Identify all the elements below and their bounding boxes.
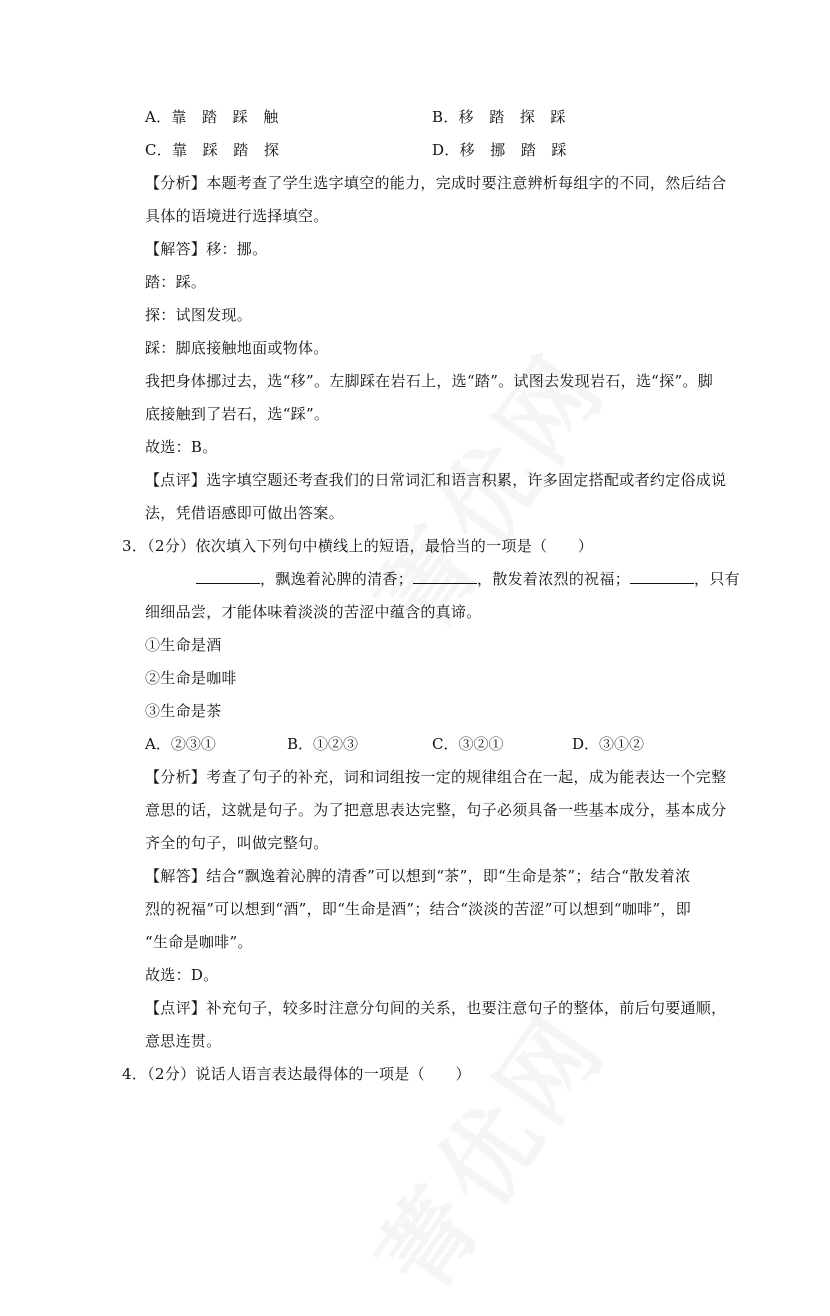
q3-option-b: B．①②③ [287, 735, 359, 753]
q2-option-b: B．移 踏 探 踩 [432, 108, 566, 126]
q2-option-c: C．靠 踩 踏 探 [145, 141, 280, 159]
q2-comment-cont: 法，凭借语感即可做出答案。 [145, 504, 344, 522]
q4-stem-text: （2分）说话人语言表达最得体的一项是（ ） [147, 1065, 471, 1083]
q3-stem [122, 536, 593, 556]
blank-line [196, 569, 260, 584]
q3-sentence [196, 569, 740, 589]
q2-choice: 故选：B。 [145, 438, 218, 456]
watermark [340, 981, 631, 1315]
q2-comment: 【点评】选字填空题还考查我们的日常词汇和语言积累，许多固定搭配或者约定俗成说 [145, 471, 727, 489]
q3-analysis: 【分析】考查了句子的补充，词和词组按一定的规律组合在一起，成为能表达一个完整 [145, 768, 727, 786]
q3-comment: 【点评】补充句子，较多时注意分句间的关系，也要注意句子的整体，前后句要通顺， [145, 999, 727, 1017]
q3-sentence-cont: 细细品尝，才能体味着淡淡的苦涩中蕴含的真谛。 [145, 603, 482, 621]
blank-line [630, 569, 694, 584]
q3-answer-cont: “生命是咖啡”。 [145, 933, 253, 951]
q2-answer-line: 探：试图发现。 [145, 306, 253, 324]
q2-option-a: A．靠 踏 踩 触 [145, 108, 279, 126]
q3-sentence-part: ，飘逸着沁脾的清香； [260, 570, 414, 588]
q2-answer-line: 我把身体挪过去，选“移”。左脚踩在岩石上，选“踏”。试图去发现岩石，选“探”。脚 [145, 372, 714, 390]
q2-answer: 【解答】移：挪。 [145, 240, 268, 258]
q3-stem-text: （2分）依次填入下列句中横线上的短语，最恰当的一项是（ ） [147, 537, 594, 555]
q2-analysis-cont: 具体的语境进行选择填空。 [145, 207, 329, 225]
q3-item-1: ①生命是酒 [145, 636, 222, 654]
q3-option-c: C．③②① [432, 735, 504, 753]
q3-sentence-part: ，只有 [694, 570, 740, 588]
q3-analysis-cont: 齐全的句子，叫做完整句。 [145, 834, 329, 852]
q3-analysis-cont: 意思的话，这就是句子。为了把意思表达完整，句子必须具备一些基本成分，基本成分 [145, 801, 727, 819]
q3-number: 3． [122, 537, 148, 555]
q3-comment-cont: 意思连贯。 [145, 1032, 222, 1050]
q3-item-3: ③生命是茶 [145, 702, 222, 720]
q3-answer: 【解答】结合“飘逸着沁脾的清香”可以想到“茶”，即“生命是茶”；结合“散发着浓 [145, 867, 691, 885]
q3-choice: 故选：D。 [145, 966, 219, 984]
q2-answer-line: 底接触到了岩石，选“踩”。 [145, 405, 330, 423]
q3-item-2: ②生命是咖啡 [145, 669, 237, 687]
q3-option-a: A．②③① [145, 735, 216, 753]
q3-sentence-part: ，散发着浓烈的祝福； [477, 570, 631, 588]
q3-answer-cont: 烈的祝福”可以想到“酒”，即“生命是酒”；结合“淡淡的苦涩”可以想到“咖啡”，即 [145, 900, 692, 918]
q2-answer-line: 踏：踩。 [145, 273, 207, 291]
q2-analysis: 【分析】本题考查了学生选字填空的能力，完成时要注意辨析每组字的不同，然后结合 [145, 174, 727, 192]
q3-option-d: D．③①② [572, 735, 645, 753]
q2-answer-line: 踩：脚底接触地面或物体。 [145, 339, 329, 357]
q2-option-d: D．移 挪 踏 踩 [432, 141, 567, 159]
q4-stem [122, 1064, 471, 1084]
q4-number: 4． [122, 1065, 148, 1083]
blank-line [413, 569, 477, 584]
